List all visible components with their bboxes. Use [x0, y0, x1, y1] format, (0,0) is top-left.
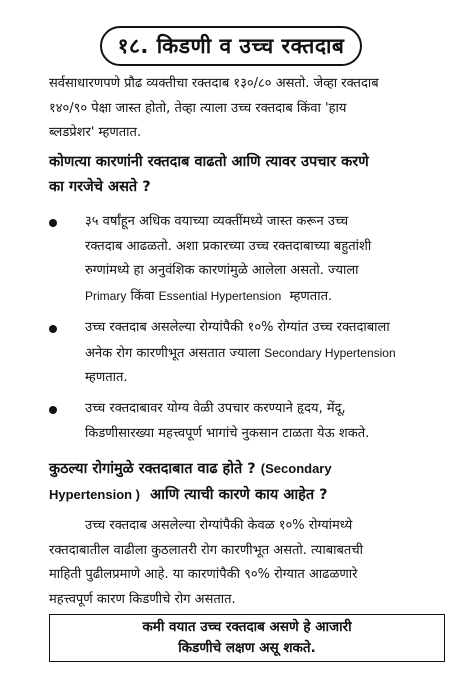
note-line-1: कमी वयात उच्च रक्तदाब असणे हे आजारी	[142, 619, 352, 635]
intro-line-3: ब्लडप्रेशर' म्हणतात.	[49, 125, 142, 140]
bullet2-line-2	[85, 341, 447, 367]
heading2-line-1	[49, 456, 449, 482]
term-primary: Primary	[85, 288, 127, 303]
bullet1-line-1: ३५ वर्षांहून अधिक वयाच्या व्यक्तींमध्ये जास्त करून उच्च	[85, 214, 349, 229]
intro-line-1: सर्वसाधारणपणे प्रौढ व्यक्तीचा रक्तदाब १३०/८० असतो. जेव्हा रक्तदाब	[49, 76, 379, 91]
bullet-icon	[49, 219, 57, 227]
section-heading-secondary	[49, 456, 449, 508]
section-heading-causes	[49, 150, 449, 200]
heading2-text-1: कुठल्या रोगांमुळे रक्तदाबात वाढ होते ?	[49, 461, 256, 477]
term-secondary: (Secondary	[260, 461, 332, 476]
heading2-line-2	[49, 482, 449, 508]
word-kinva: किंवा	[130, 288, 155, 304]
para2-line-4: महत्त्वपूर्ण कारण किडणीचे रोग असतात.	[49, 591, 236, 607]
highlight-note-box	[49, 614, 445, 662]
bullet2-text: अनेक रोग कारणीभूत असतात ज्याला	[85, 345, 261, 361]
para2-line-2: रक्तदाबातील वाढीला कुठलातरी रोग कारणीभूत असतो. त्याबाबतची	[49, 542, 363, 558]
heading1-line-2: का गरजेचे असते ?	[49, 179, 151, 195]
intro-line-2: १४०/९० पेक्षा जास्त होतो, तेव्हा त्याला उच्च रक्तदाब किंवा 'हाय	[49, 100, 347, 116]
intro-paragraph	[49, 72, 432, 146]
secondary-paragraph	[49, 514, 432, 612]
note-line-2: किडणीचे लक्षण असू शकते.	[178, 640, 316, 656]
term-hypertension: Hypertension )	[49, 487, 141, 502]
bullet2-line-3: म्हणतात.	[85, 370, 128, 385]
bullet2-line-1: उच्च रक्तदाब असलेल्या रोग्यांपैकी १०% रोग्यांत उच्च रक्तदाबाला	[85, 320, 390, 335]
bullet1-line-3: रुग्णांमध्ये हा अनुवंशिक कारणांमुळे आलेला असतो. ज्याला	[85, 263, 359, 278]
term-secondary-hypertension: Secondary Hypertension	[264, 345, 396, 360]
para2-line-3: माहिती पुढीलप्रमाणे आहे. या कारणांपैकी ९०% रोग्यात आढळणारे	[49, 567, 358, 582]
bullet3-line-2: किडणीसारख्या महत्त्वपूर्ण भागांचे नुकसान टाळता येऊ शकते.	[85, 425, 370, 441]
heading1-line-1: कोणत्या कारणांनी रक्तदाब वाढतो आणि त्यावर उपचार करणे	[49, 154, 369, 170]
bullet3-line-1: उच्च रक्तदाबावर योग्य वेळी उपचार करण्याने हृदय, मेंदू,	[85, 401, 346, 416]
chapter-title: १८. किडणी व उच्च रक्तदाब	[100, 26, 362, 66]
para2-line-1: उच्च रक्तदाब असलेल्या रोग्यांपैकी केवळ १०% रोग्यांमध्ये	[85, 518, 353, 533]
bullet-icon	[49, 325, 57, 333]
term-essential-hypertension: Essential Hypertension	[158, 288, 282, 303]
word-mhantat: म्हणतात.	[289, 288, 333, 304]
bullet-icon	[49, 406, 57, 414]
bullet1-line-4	[85, 284, 447, 310]
heading2-text-2: आणि त्याची कारणे काय आहेत ?	[150, 487, 328, 503]
bullet1-line-2: रक्तदाब आढळतो. अशा प्रकारच्या उच्च रक्तदाबाच्या बहुतांशी	[85, 238, 372, 254]
